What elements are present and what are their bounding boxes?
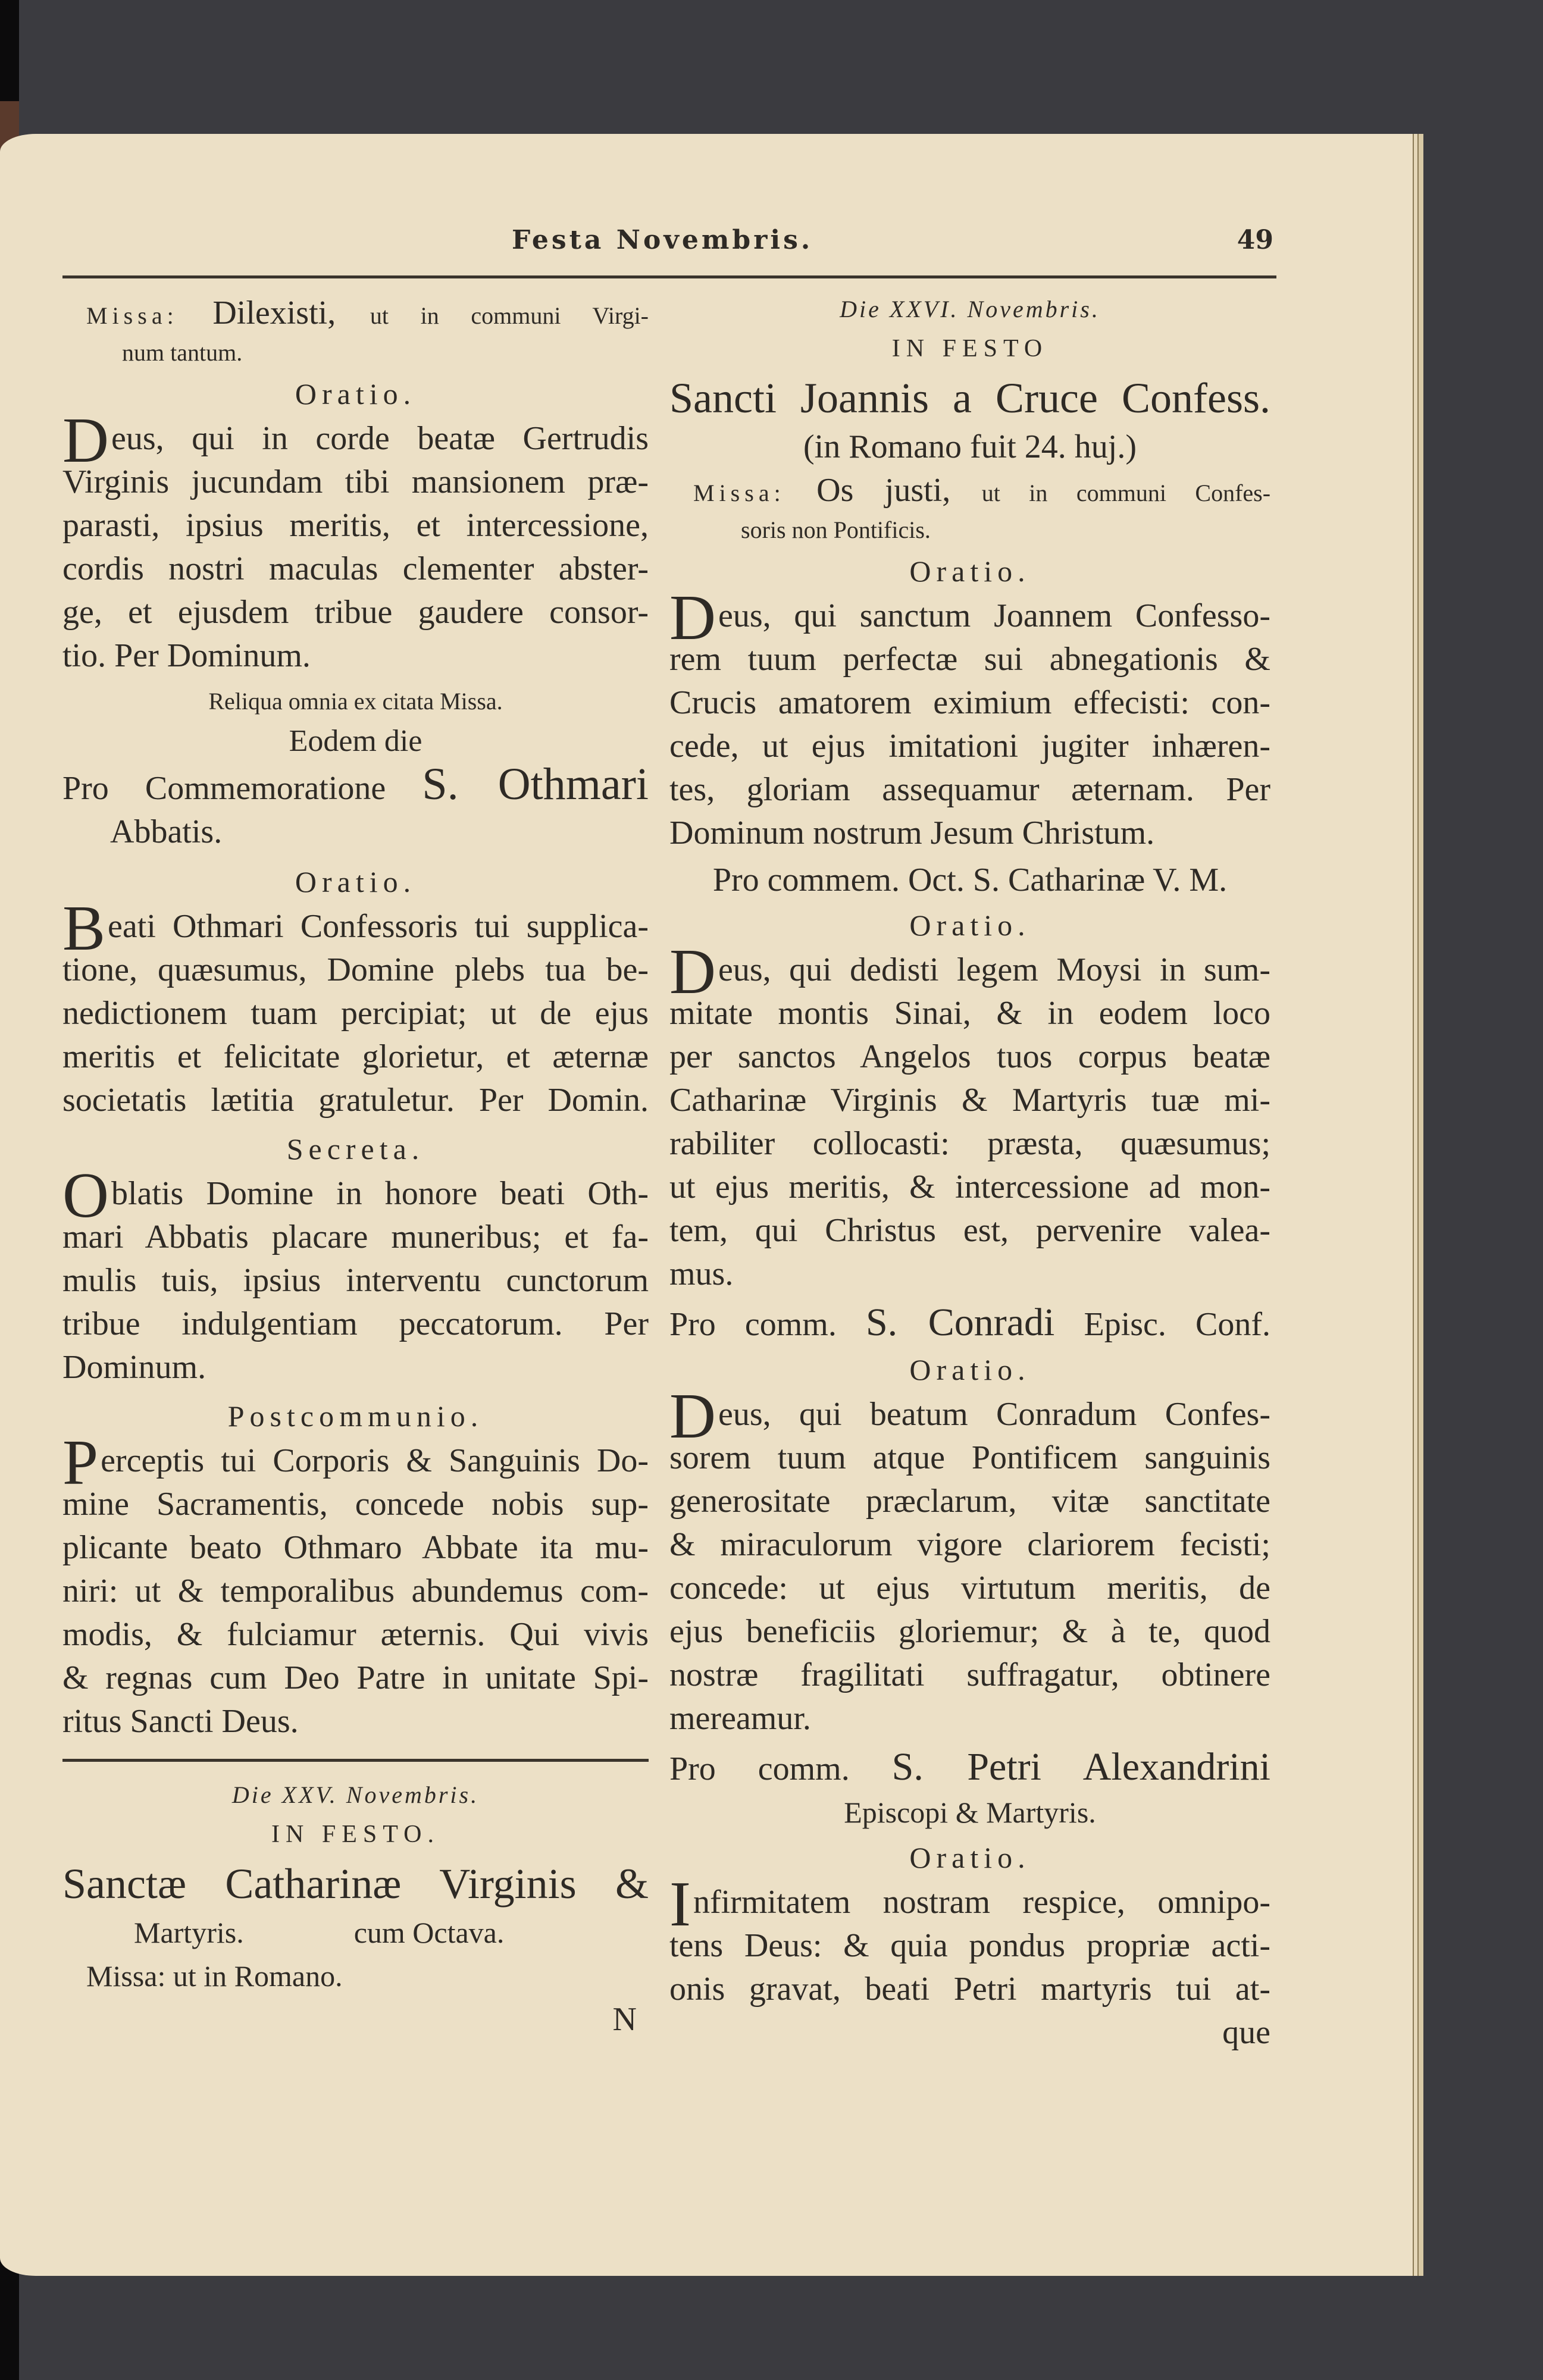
text-line: Dominum. xyxy=(62,1349,206,1386)
commem-prefix: Pro comm. xyxy=(669,1750,850,1787)
oratio-heading: Oratio. xyxy=(909,555,1031,588)
commem-catharinae: Pro commem. Oct. S. Catharinæ V. M. xyxy=(712,862,1228,898)
secreta-heading: Secreta. xyxy=(286,1132,425,1166)
page-number: 49 xyxy=(1237,225,1273,255)
text-line: mus. xyxy=(669,1255,734,1292)
text-line: Dominum nostrum Jesum Christum. xyxy=(669,815,1155,851)
text-line: mereamur. xyxy=(669,1700,811,1737)
text-line: mari Abbatis placare muneribus; et fa- xyxy=(62,1219,649,1255)
signature-mark: N xyxy=(612,2001,637,2038)
oratio-joannis xyxy=(669,583,1270,855)
header-rule xyxy=(62,275,1276,278)
text-line: modis, & fulciamur æternis. Qui vivis xyxy=(62,1616,649,1653)
oratio-petri xyxy=(669,1869,1270,2011)
text-line: Catharinæ Virginis & Martyris tuæ mi- xyxy=(669,1082,1270,1119)
commemoratio-prefix: Pro Commemoratione xyxy=(62,770,386,807)
drop-cap: I xyxy=(669,1869,691,1940)
text-line: rem tuum perfectæ sui abnegationis & xyxy=(669,641,1270,678)
commem-prefix: Pro comm. xyxy=(669,1306,837,1343)
drop-cap: D xyxy=(669,583,716,653)
text-line: tens Deus: & quia pondus propriæ acti- xyxy=(669,1927,1270,1964)
oratio-heading: Oratio. xyxy=(295,865,417,898)
text-line: plicante beato Othmaro Abbate ita mu- xyxy=(62,1529,649,1566)
in-festo: IN FESTO. xyxy=(271,1821,440,1848)
text-line: per sanctos Angelos tuos corpus beatæ xyxy=(669,1038,1270,1075)
text-line: eus, qui beatum Conradum Confes- xyxy=(718,1396,1270,1433)
oratio-heading: Oratio. xyxy=(295,377,417,411)
missa-line xyxy=(669,469,1270,512)
postcommunio-text xyxy=(62,1427,649,1743)
eodem-die: Eodem die xyxy=(289,724,422,758)
text-line: Crucis amatorem eximium effecisti: con- xyxy=(669,684,1270,721)
text-line: onis gravat, beati Petri martyris tui at- xyxy=(669,1971,1270,2008)
text-line: generositate præclarum, vitæ sanctitate xyxy=(669,1483,1270,1520)
missa-rest: ut in communi Confes- xyxy=(981,480,1271,506)
postcommunio-heading: Postcommunio. xyxy=(227,1399,484,1433)
text-line: rabiliter collocasti: præsta, quæsumus; xyxy=(669,1125,1270,1162)
oratio-heading: Oratio. xyxy=(909,1353,1031,1386)
text-line: mitate montis Sinai, & in eodem loco xyxy=(669,995,1270,1032)
left-column xyxy=(62,292,649,2041)
text-line: mine Sacramentis, concede nobis sup- xyxy=(62,1486,649,1523)
text-line: nfirmitatem nostram respice, omnipo- xyxy=(693,1884,1270,1921)
commemoratio-line2: Abbatis. xyxy=(110,813,223,850)
text-line: sorem tuum atque Pontificem sanguinis xyxy=(669,1439,1270,1476)
oratio-gertrudis xyxy=(62,405,649,678)
text-line: & regnas cum Deo Patre in unitate Spi- xyxy=(62,1659,649,1696)
missa-rest: ut in communi Virgi- xyxy=(370,302,649,329)
text-line: tem, qui Christus est, pervenire valea- xyxy=(669,1212,1270,1249)
text-line: Virginis jucundam tibi mansionem præ- xyxy=(62,464,649,500)
text-line: mulis tuis, ipsius interventu cunctorum xyxy=(62,1262,649,1299)
text-line: cede, ut ejus imitationi jugiter inhæren- xyxy=(669,728,1270,765)
oratio-conradi xyxy=(669,1381,1270,1740)
feast-subtitle-right: cum Octava. xyxy=(353,1916,505,1949)
commem-suffix: Episc. Conf. xyxy=(1084,1306,1270,1343)
text-line: societatis lætitia gratuletur. Per Domin. xyxy=(62,1082,649,1119)
text-line: erceptis tui Corporis & Sanguinis Do- xyxy=(101,1442,649,1479)
drop-cap: D xyxy=(669,1381,716,1452)
feast-date: Die XXVI. Novembris. xyxy=(840,296,1100,322)
saint-name: S. Conradi xyxy=(865,1301,1055,1344)
oratio-othmari xyxy=(62,893,649,1122)
missa-intro-line xyxy=(62,292,649,335)
drop-cap: D xyxy=(669,937,716,1007)
text-line: eati Othmari Confessoris tui supplica- xyxy=(108,908,649,945)
text-line: parasti, ipsius meritis, et intercessione, xyxy=(62,507,649,544)
text-line: cordis nostri maculas clementer abster- xyxy=(62,550,649,587)
text-line: ritus Sancti Deus. xyxy=(62,1703,299,1740)
drop-cap: B xyxy=(62,893,106,964)
text-line: niri: ut & temporalibus abundemus com- xyxy=(62,1573,649,1609)
text-line: eus, qui in corde beatæ Gertrudis xyxy=(111,420,649,457)
secreta-text xyxy=(62,1160,649,1389)
text-line: nedictionem tuam percipiat; ut de ejus xyxy=(62,995,649,1032)
commemoratio-othmari xyxy=(62,759,649,810)
text-line: ejus beneficiis gloriemur; & à te, quod xyxy=(669,1613,1270,1650)
feast-missa: Missa: ut in Romano. xyxy=(86,1959,343,1993)
page-header xyxy=(512,225,1273,267)
text-line: meritis et felicitate glorietur, et æternæ xyxy=(62,1038,649,1075)
oratio-heading: Oratio. xyxy=(909,909,1031,942)
missa-label: Missa: xyxy=(693,480,785,506)
commem-petri xyxy=(669,1745,1270,1791)
text-line: tione, quæsumus, Domine plebs tua be- xyxy=(62,951,649,988)
in-festo: IN FESTO xyxy=(891,335,1049,362)
catchword: que xyxy=(1222,2014,1270,2051)
missa-incipit: Dilexisti, xyxy=(212,295,336,331)
feast-title: Sancti Joannis a Cruce Confess. xyxy=(669,374,1270,422)
text-line: tribue indulgentiam peccatorum. Per xyxy=(62,1305,649,1342)
feast-subtitle xyxy=(62,1911,649,1955)
text-line: tio. Per Dominum. xyxy=(62,637,311,674)
commem-petri-line2: Episcopi & Martyris. xyxy=(844,1796,1096,1829)
text-line: blatis Domine in honore beati Oth- xyxy=(111,1175,649,1212)
section-rule xyxy=(62,1759,649,1762)
drop-cap: O xyxy=(62,1160,109,1231)
text-line: & miraculorum vigore clariorem fecisti; xyxy=(669,1526,1270,1563)
commem-conradi xyxy=(669,1301,1270,1346)
feast-subtitle-left: Martyris. xyxy=(134,1916,244,1949)
text-line: eus, qui dedisti legem Moysi in sum- xyxy=(718,951,1270,988)
text-line: ge, et ejusdem tribue gaudere consor- xyxy=(62,594,649,631)
text-line: concede: ut ejus virtutum meritis, de xyxy=(669,1570,1270,1606)
saint-name: S. Petri Alexandrini xyxy=(891,1745,1271,1789)
feast-date: Die XXV. Novembris. xyxy=(231,1781,480,1808)
missa-intro-line2: num tantum. xyxy=(122,339,243,366)
text-line: tes, gloriam assequamur æternam. Per xyxy=(669,771,1270,808)
missa-label: Missa: xyxy=(86,302,179,329)
text-line: nostræ fragilitati suffragatur, obtinere xyxy=(669,1656,1270,1693)
text-line: ut ejus meritis, & intercessione ad mon- xyxy=(669,1169,1270,1205)
running-title: Festa Novembris. xyxy=(512,225,813,255)
drop-cap: D xyxy=(62,405,109,476)
missa-line2: soris non Pontificis. xyxy=(741,516,931,543)
oratio-catharinae xyxy=(669,937,1270,1296)
saint-name: S. Othmari xyxy=(422,759,649,809)
reliqua-note: Reliqua omnia ex citata Missa. xyxy=(208,688,503,715)
right-column xyxy=(669,292,1270,2055)
text-line: eus, qui sanctum Joannem Confesso- xyxy=(718,597,1270,634)
drop-cap: P xyxy=(62,1427,99,1498)
missa-incipit: Os justi, xyxy=(816,472,951,509)
feast-note: (in Romano fuit 24. huj.) xyxy=(803,428,1137,465)
oratio-heading: Oratio. xyxy=(909,1841,1031,1874)
feast-title: Sanctæ Catharinæ Virginis & xyxy=(62,1860,649,1908)
